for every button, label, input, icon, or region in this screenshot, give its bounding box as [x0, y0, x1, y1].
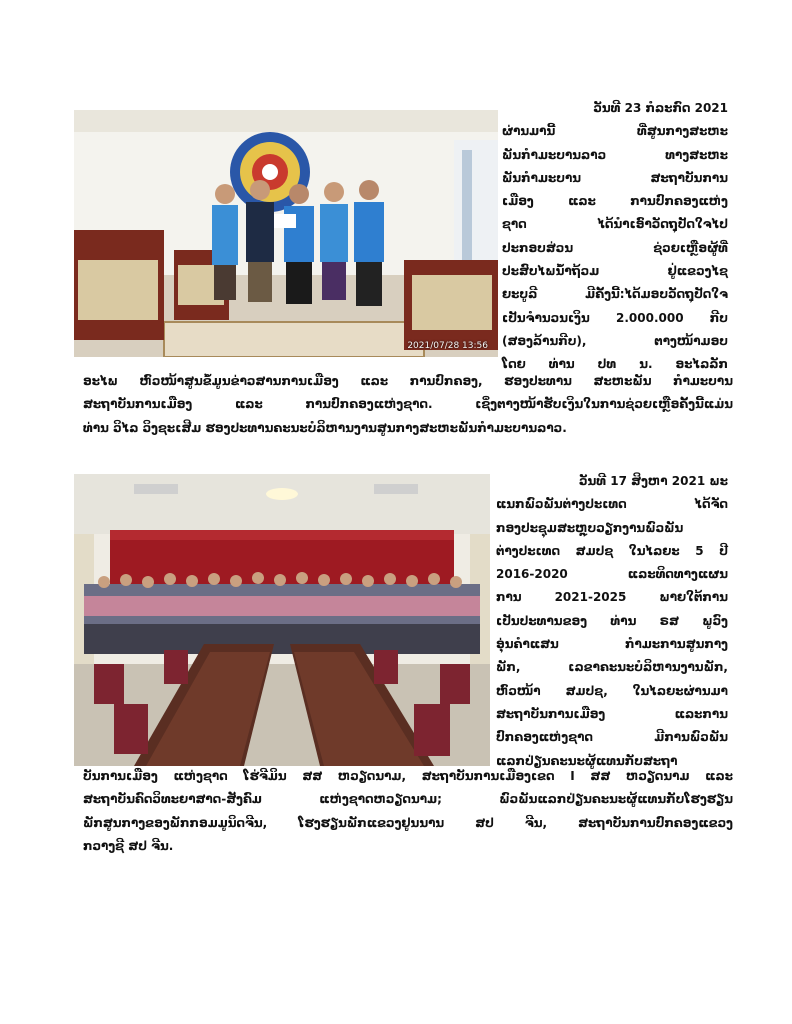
article1-body-line: ສະຖາບັນການເມືອງ ແລະ ການປົກຄອງແຫ່ງຊາດ. ເຊິ່ງຕາງໜ້າຮັບເງິນໃນການຊ່ວຍເຫຼືອຄັ້ງນີ້ແມ່ນ — [83, 397, 733, 412]
article2-line: ກອງປະຊຸມສະຫຼຸບວຽກງານພົວພັນ — [496, 520, 684, 535]
article1-line: ໂດຍ ທ່ານ ປທ ນ. ອະໄລລັກ — [502, 357, 728, 372]
article2-line: ຕ່າງປະເທດ ສມປຊ ໃນໄລຍະ 5 ປີ — [496, 543, 728, 558]
article2-line: 2016-2020 ແລະທິດທາງແຜນ — [496, 567, 728, 582]
article2-line: ເປັນປະທານຂອງ ທ່ານ ຣສ ພູວົງ — [496, 613, 728, 628]
article1-body-text — [83, 370, 733, 440]
donation-photo — [74, 110, 498, 357]
article1-line: ເມືອງ ແລະ ການປົກຄອງແຫ່ງ — [502, 194, 728, 209]
article1-line: ປະສົບໄພນໍ້າຖ້ວມ ຢູ່ແຂວງໄຊ — [502, 264, 728, 279]
article1-line: ຜ່ານມານີ້ ທີ່ສູນກາງສະຫະ — [502, 124, 728, 139]
article2-line: ສະຖາບັນການເມືອງ ແລະການ — [496, 706, 728, 721]
article2-line: ພັກ, ເລຂາຄະນະບໍລິຫານງານພັກ, — [496, 660, 728, 675]
article1-side-text — [502, 97, 728, 377]
article2-line: ແນກພົວພັນຕ່າງປະເທດ ໄດ້ຈັດ — [496, 497, 728, 512]
article2-line: ຫົວໜ້າ ສມປຊ, ໃນໄລຍະຜ່ານມາ — [496, 683, 728, 698]
article2-line: ການ 2021-2025 ພາຍໃຕ້ການ — [496, 590, 728, 605]
article2-body-line: ກວາງຊີ ສປ ຈີນ. — [83, 838, 174, 853]
article1-line: ຍະບູລີ ມີຄັ້ງນີ້:ໄດ້ມອບວັດຖຸປັດໃຈ — [502, 287, 728, 302]
article1-line: ຊາດ ໄດ້ນໍາເອົາວັດຖຸປັດໃຈໄປ — [502, 217, 728, 232]
article1-body-line: ທ່ານ ວິໄລ ວິງຊະເສີມ ຮອງປະທານຄະນະບໍລິຫານງານສູນກາງສະຫະພັນກໍາມະບານລາວ. — [83, 420, 567, 435]
article2-side-text — [496, 470, 728, 773]
article1-line: ພັນກໍາມະບານ ສະຖາບັນການ — [502, 170, 728, 185]
meeting-photo — [74, 474, 490, 766]
article2-line: ອຸ່ນຄໍາແສນ ກໍາມະການສູນກາງ — [496, 637, 728, 652]
article1-line: (ສອງລ້ານກີບ), ຕາງໜ້າມອບ — [502, 333, 728, 348]
article2-body-line: ພັກສູນກາງຂອງພັກກອມມູນິດຈີນ, ໂຮງຮຽນພັກແຂວງຢູນນານ ສປ ຈີນ, ສະຖາບັນການປົກຄອງແຂວງ — [83, 815, 733, 830]
article2-body-text — [83, 765, 733, 858]
photo-timestamp: 2021/07/28 13:56 — [407, 341, 488, 351]
article1-line: ປະກອບສ່ວນ ຊ່ວຍເຫຼືອຜູ້ທີ່ — [502, 240, 728, 255]
article2-body-line: ສະຖາບັນຄົດວິທະຍາສາດ-ສັງຄົມ ແຫ່ງຊາດຫວຽດນາມ; ພົວພັນແລກປ່ຽນຄະນະຜູ້ແທນກັບໂຮງຮຽນ — [83, 792, 733, 807]
article2-line: ແລກປ່ຽນຄະນະຜູ້ແທນກັບສະຖາ — [496, 753, 678, 768]
article1-date-line: ວັນທີ 23 ກໍລະກົດ 2021 — [593, 101, 728, 115]
article1-body-line: ອະໄພ ຫົວໜ້າສູນຂໍ້ມູນຂ່າວສານການເມືອງ ແລະ ການປົກຄອງ, ຮອງປະທານ ສະຫະພັນ ກໍາມະບານ — [83, 374, 733, 388]
article1-line: ເປັນຈໍານວນເງິນ 2.000.000 ກີບ — [502, 310, 728, 325]
article1-line: ພັນກໍາມະບານລາວ ທາງສະຫະ — [502, 147, 728, 162]
article2-body-line: ບັນການເມືອງ ແຫ່ງຊາດ ໂຮ່ຈີມິນ ສສ ຫວຽດນາມ, ສະຖາບັນການເມືອງເຂດ I ສສ ຫວຽດນາມ ແລະ — [83, 769, 733, 783]
article2-line: ປົກຄອງແຫ່ງຊາດ ມີການພົວພັນ — [496, 730, 728, 745]
article2-date-line: ວັນທີ 17 ສິງຫາ 2021 ພະ — [578, 474, 728, 488]
